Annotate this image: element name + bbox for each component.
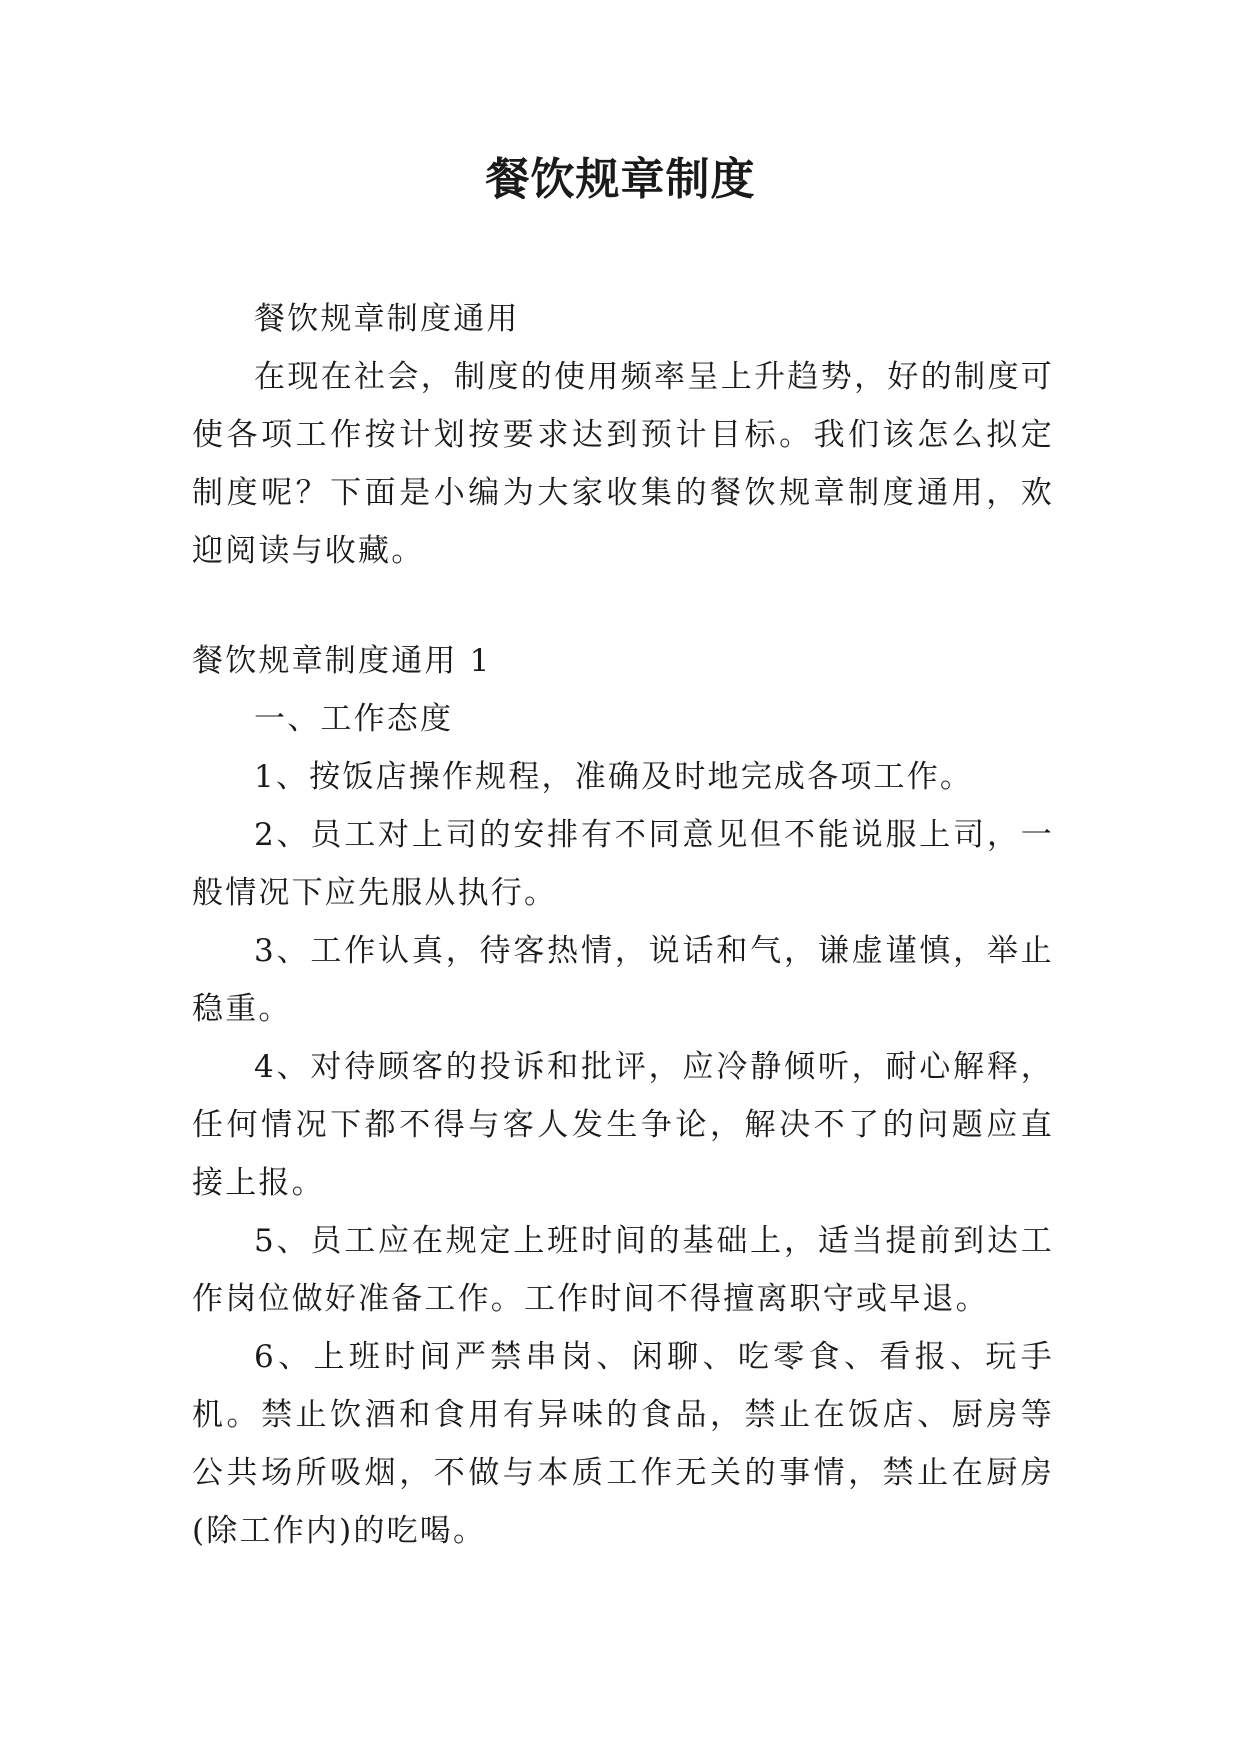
list-item: 4、对待顾客的投诉和批评，应冷静倾听，耐心解释，任何情况下都不得与客人发生争论，解决不了的问题应直接上报。 xyxy=(192,1049,1054,1201)
intro-subtitle: 餐饮规章制度通用 xyxy=(254,301,520,337)
section-1 xyxy=(192,632,1054,1560)
intro-paragraph: 在现在社会，制度的使用频率呈上升趋势，好的制度可使各项工作按计划按要求达到预计目标。我们该怎么拟定制度呢？下面是小编为大家收集的餐饮规章制度通用，欢迎阅读与收藏。 xyxy=(192,359,1054,569)
list-item: 5、员工应在规定上班时间的基础上，适当提前到达工作岗位做好准备工作。工作时间不得擅离职守或早退。 xyxy=(192,1223,1054,1317)
intro-block xyxy=(192,290,1054,580)
list-item: 6、上班时间严禁串岗、闲聊、吃零食、看报、玩手机。禁止饮酒和食用有异味的食品，禁止在饭店、厨房等公共场所吸烟，不做与本质工作无关的事情，禁止在厨房(除工作内)的吃喝。 xyxy=(192,1339,1054,1549)
list-item: 2、员工对上司的安排有不同意见但不能说服上司，一般情况下应先服从执行。 xyxy=(192,817,1054,911)
section-heading: 餐饮规章制度通用 1 xyxy=(192,643,492,679)
list-item: 3、工作认真，待客热情，说话和气，谦虚谨慎，举止稳重。 xyxy=(192,933,1054,1027)
section-subheading: 一、工作态度 xyxy=(254,701,454,737)
document-title: 餐饮规章制度 xyxy=(485,154,756,205)
list-item: 1、按饭店操作规程，准确及时地完成各项工作。 xyxy=(254,759,974,795)
